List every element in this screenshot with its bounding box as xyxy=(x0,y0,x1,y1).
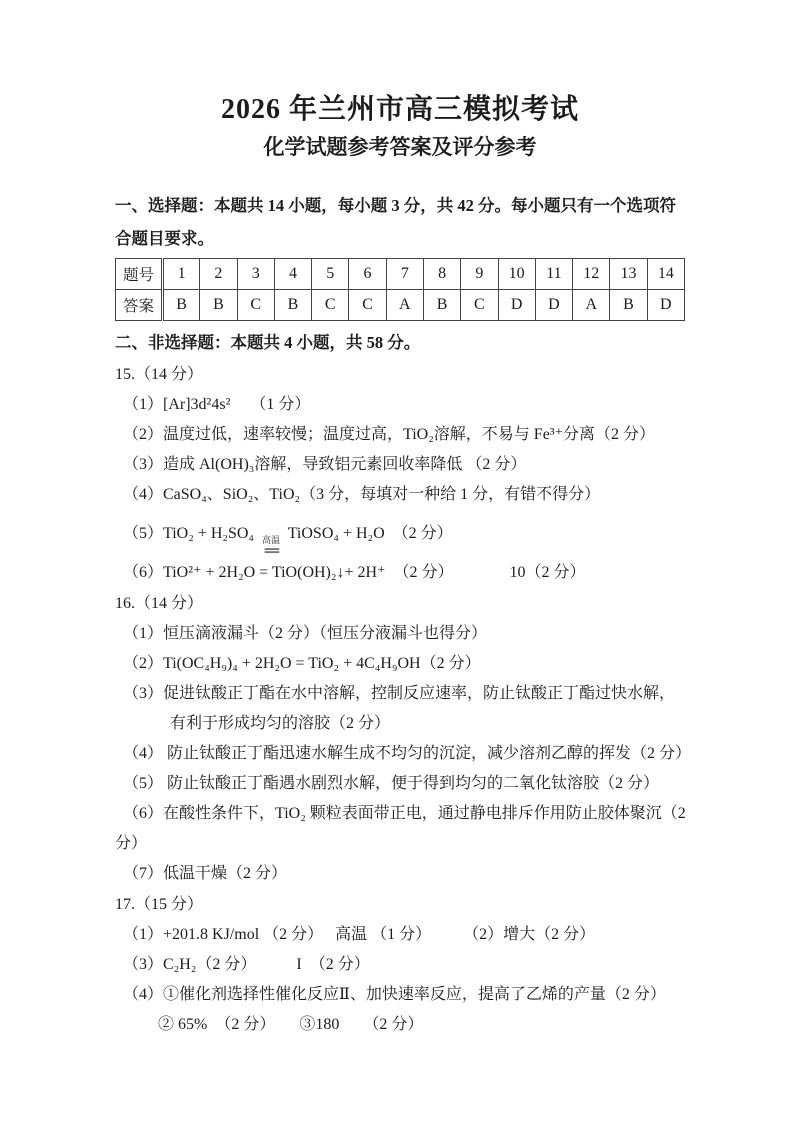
question-number-cell: 3 xyxy=(237,259,274,290)
answer-cell: B xyxy=(163,290,200,321)
question16-title: 16.（14 分） xyxy=(115,595,204,612)
question16-answer-3-line2: 有利于形成均匀的溶胶（2 分） xyxy=(170,715,391,732)
row-header-question-number: 题号 xyxy=(116,259,163,290)
answer-table xyxy=(115,258,685,321)
question15-answer-6: （6）TiO²⁺ + 2H₂O = TiO(OH)₂↓+ 2H⁺ （2 分） 10（2 分） xyxy=(123,564,586,581)
answer-cell: D xyxy=(647,290,684,321)
question15-answer-4: （4）CaSO₄、SiO₂、TiO₂（3 分，每填对一种给 1 分，有错不得分） xyxy=(123,486,601,503)
answer-cell: A xyxy=(573,290,610,321)
answer-cell: B xyxy=(423,290,460,321)
answer-cell: C xyxy=(312,290,349,321)
document-subtitle: 化学试题参考答案及评分参考 xyxy=(263,135,537,159)
section1-heading-line1: 一、选择题：本题共 14 小题，每小题 3 分，共 42 分。每小题只有一个选项符 xyxy=(115,196,676,215)
question15-answer-5 xyxy=(115,510,685,558)
question-number-cell: 4 xyxy=(274,259,311,290)
question-number-cell: 11 xyxy=(535,259,572,290)
section2-heading: 二、非选择题：本题共 4 小题，共 58 分。 xyxy=(115,333,421,352)
reaction-condition-label: 高温 xyxy=(261,535,280,545)
question16-answer-6-line2: 分） xyxy=(115,835,148,852)
equation-right-side: TiOSO₄ + H₂O （2 分） xyxy=(287,525,453,542)
answer-cell: D xyxy=(498,290,535,321)
question-number-cell: 13 xyxy=(610,259,647,290)
document-title: 2026 年兰州市高三模拟考试 xyxy=(220,94,579,125)
question16-answer-3-line1: （3）促进钛酸正丁酯在水中溶解，控制反应速率，防止钛酸正丁酯过快水解， xyxy=(123,685,676,702)
answer-cell: C xyxy=(349,290,386,321)
question-number-cell: 7 xyxy=(386,259,423,290)
answer-cell: A xyxy=(386,290,423,321)
question17-answer-1-2: （1）+201.8 KJ/mol （2 分） 高温 （1 分） （2）增大（2 分） xyxy=(123,926,596,943)
question15-title: 15.（14 分） xyxy=(115,366,204,383)
question16-answer-4: （4） 防止钛酸正丁酯迅速水解生成不均匀的沉淀，减少溶剂乙醇的挥发（2 分） xyxy=(123,745,692,762)
question16-answer-1: （1）恒压滴液漏斗（2 分）（恒压分液漏斗也得分） xyxy=(123,625,488,642)
reaction-condition-equals xyxy=(262,535,280,558)
answer-cell: B xyxy=(610,290,647,321)
row-header-answer: 答案 xyxy=(116,290,163,321)
question-number-cell: 5 xyxy=(312,259,349,290)
question15-answer-2: （2）温度过低，速率较慢；温度过高，TiO₂溶解，不易与 Fe³⁺分离（2 分） xyxy=(123,426,656,443)
section1-heading-line2: 合题目要求。 xyxy=(115,229,214,248)
answer-table-row-numbers xyxy=(116,259,685,290)
answer-cell: C xyxy=(237,290,274,321)
question-number-cell: 1 xyxy=(163,259,200,290)
question17-title: 17.（15 分） xyxy=(115,896,204,913)
question-number-cell: 14 xyxy=(647,259,684,290)
question15-answer-3: （3）造成 Al(OH)₃溶解，导致铝元素回收率降低 （2 分） xyxy=(123,456,527,473)
question-number-cell: 2 xyxy=(200,259,237,290)
question-number-cell: 10 xyxy=(498,259,535,290)
question15-answer-1: （1）[Ar]3d²4s² （1 分） xyxy=(123,396,311,413)
question-number-cell: 9 xyxy=(461,259,498,290)
answer-cell: D xyxy=(535,290,572,321)
question16-answer-5: （5） 防止钛酸正丁酯遇水剧烈水解，便于得到均匀的二氧化钛溶胶（2 分） xyxy=(123,775,660,792)
equation-left-side: （5）TiO₂ + H₂SO₄ xyxy=(123,525,254,542)
question-number-cell: 12 xyxy=(573,259,610,290)
answer-cell: B xyxy=(200,290,237,321)
question-number-cell: 6 xyxy=(349,259,386,290)
answer-cell: B xyxy=(274,290,311,321)
question17-answer-4-line2: ② 65% （2 分） ③180 （2 分） xyxy=(158,1016,424,1033)
answer-table-row-answers xyxy=(116,290,685,321)
question16-answer-2: （2）Ti(OC₄H₉)₄ + 2H₂O = TiO₂ + 4C₄H₉OH（2 分） xyxy=(123,655,481,672)
question16-answer-6-line1: （6）在酸性条件下，TiO₂ 颗粒表面带正电，通过静电排斥作用防止胶体聚沉（2 xyxy=(123,805,686,822)
question16-answer-7: （7）低温干燥（2 分） xyxy=(123,865,288,882)
question-number-cell: 8 xyxy=(423,259,460,290)
question17-answer-3: （3）C₂H₂（2 分） I （2 分） xyxy=(123,956,370,973)
question17-answer-4-line1: （4）①催化剂选择性催化反应Ⅱ、加快速率反应，提高了乙烯的产量（2 分） xyxy=(123,986,666,1003)
answer-cell: C xyxy=(461,290,498,321)
equals-sign: == xyxy=(263,543,279,560)
